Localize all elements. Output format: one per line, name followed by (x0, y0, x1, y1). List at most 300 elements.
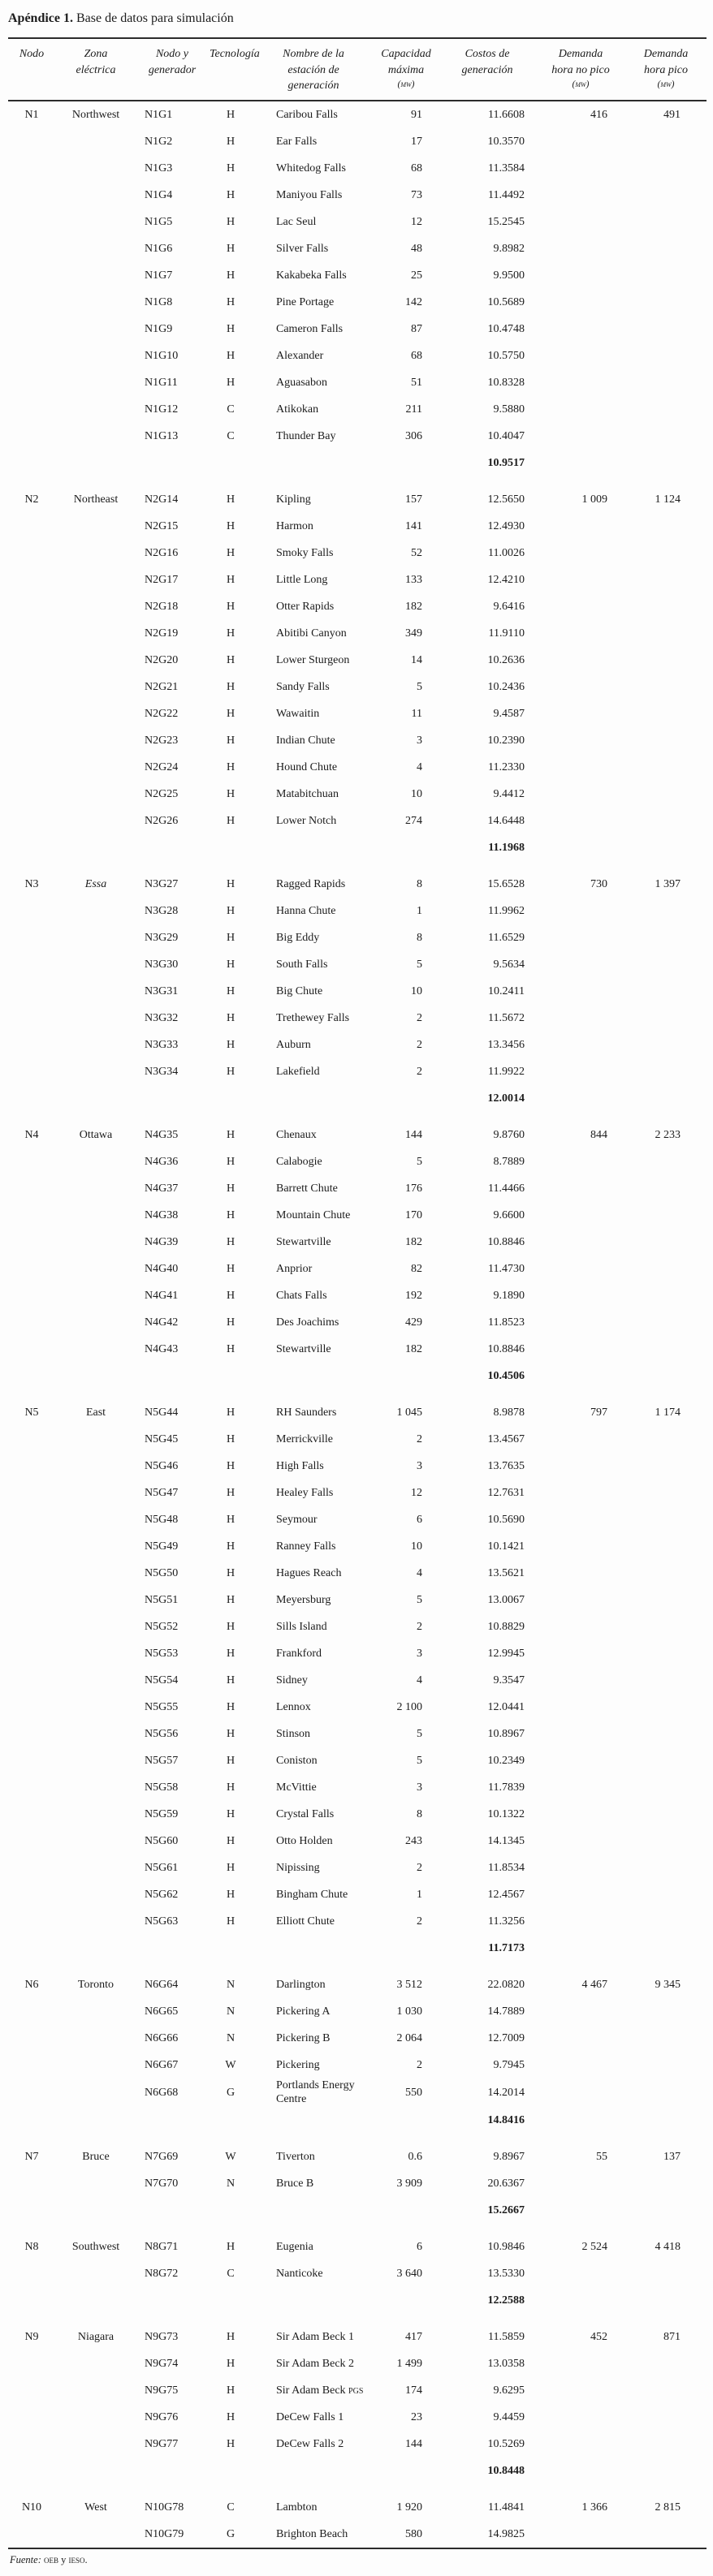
station-name-cell: Lambton (276, 2501, 318, 2514)
generator-row (8, 620, 707, 647)
node-id-cell (8, 951, 55, 978)
demand-peak-cell (625, 2377, 707, 2404)
demand-peak-cell (625, 1336, 707, 1363)
demand-offpeak-cell: 55 (596, 2150, 607, 2163)
empty-cell (625, 2107, 707, 2134)
demand-offpeak-cell (536, 1774, 625, 1801)
node-id-cell: N8 (24, 2240, 39, 2253)
column-header-line: Costos de (465, 48, 510, 60)
generator-id-cell: N5G50 (145, 1566, 179, 1579)
generator-id-cell: N5G56 (145, 1727, 179, 1740)
capacity-cell: 4 (417, 760, 422, 773)
generation-cost-cell: 10.1421 (487, 1540, 525, 1553)
node-id-cell (8, 1032, 55, 1058)
technology-cell: H (226, 493, 236, 506)
generation-cost-cell: 12.9945 (487, 1647, 525, 1660)
table-header (8, 38, 707, 101)
capacity-cell: 2 (417, 1432, 422, 1445)
demand-offpeak-cell (536, 674, 625, 700)
column-header-line: generación (461, 63, 513, 76)
empty-cell (253, 2458, 374, 2484)
demand-offpeak-cell (536, 235, 625, 262)
generation-cost-cell: 9.5634 (493, 958, 525, 971)
capacity-cell: 11 (411, 707, 422, 720)
demand-peak-cell (625, 423, 707, 450)
capacity-cell: 1 499 (396, 2357, 422, 2370)
generation-cost-cell: 14.2014 (487, 2086, 525, 2099)
technology-cell: N (226, 1978, 236, 1991)
station-name-cell: Pickering (276, 2058, 320, 2071)
zone-subtotal-row (8, 2107, 707, 2134)
column-header-line: máxima (387, 63, 425, 76)
station-name-cell: Pine Portage (276, 295, 335, 308)
generation-cost-cell: 13.4567 (487, 1432, 525, 1445)
demand-peak-cell (625, 808, 707, 834)
generation-cost-cell: 10.3570 (487, 135, 525, 148)
zone-average-cost-cell: 11.7173 (488, 1941, 525, 1954)
demand-peak-cell (625, 2431, 707, 2458)
node-id-cell (8, 1801, 55, 1828)
node-id-cell: N1 (24, 108, 39, 121)
demand-offpeak-cell (536, 1256, 625, 1282)
zone-cell (55, 2431, 136, 2458)
zone-cell (55, 647, 136, 674)
zone-cell (55, 1998, 136, 2025)
demand-offpeak-cell (536, 1005, 625, 1032)
column-header (625, 38, 707, 101)
capacity-cell: 87 (411, 322, 422, 335)
generator-id-cell: N5G45 (145, 1432, 179, 1445)
technology-cell: H (226, 1155, 236, 1168)
demand-offpeak-cell (536, 513, 625, 540)
column-header (8, 38, 55, 101)
zone-cell (55, 316, 136, 342)
station-name-cell: High Falls (276, 1459, 324, 1472)
empty-cell (136, 2107, 208, 2134)
node-id-cell: N3 (24, 877, 39, 890)
generator-id-cell: N7G69 (145, 2150, 179, 2163)
generator-id-cell: N6G64 (145, 1978, 179, 1991)
node-id-cell (8, 1998, 55, 2025)
generation-cost-cell: 12.4567 (487, 1888, 525, 1901)
generation-cost-cell: 14.9825 (487, 2527, 525, 2540)
zone-cell (55, 727, 136, 754)
technology-cell: H (226, 1262, 236, 1275)
station-name-cell: Alexander (276, 349, 324, 362)
zone-cell (55, 1560, 136, 1587)
node-id-cell (8, 1747, 55, 1774)
empty-cell (625, 1085, 707, 1112)
demand-offpeak-cell (536, 620, 625, 647)
zone-cell (55, 674, 136, 700)
empty-cell (536, 1363, 625, 1389)
capacity-cell: 4 (417, 1566, 422, 1579)
generation-cost-cell: 10.9846 (487, 2240, 525, 2253)
generator-row (8, 2052, 707, 2078)
demand-peak-cell (625, 1587, 707, 1613)
demand-offpeak-cell (536, 898, 625, 924)
zone-cell (55, 2078, 136, 2107)
demand-offpeak-cell (536, 566, 625, 593)
demand-offpeak-cell (536, 727, 625, 754)
column-header (208, 38, 260, 101)
capacity-cell: 349 (405, 627, 422, 640)
empty-cell (8, 1363, 55, 1389)
technology-cell: H (226, 931, 236, 944)
generator-row (8, 647, 707, 674)
node-id-cell (8, 2052, 55, 2078)
generator-id-cell: N4G38 (145, 1208, 179, 1221)
generator-id-cell: N1G2 (145, 135, 173, 148)
generator-row (8, 1560, 707, 1587)
generator-row (8, 1426, 707, 1453)
generator-row (8, 700, 707, 727)
generation-cost-cell: 9.3547 (493, 1674, 525, 1686)
station-name-cell: Des Joachims (276, 1316, 339, 1329)
capacity-cell: 91 (411, 108, 422, 121)
generation-cost-cell: 10.2411 (488, 984, 525, 997)
generator-row (8, 1506, 707, 1533)
demand-peak-cell (625, 513, 707, 540)
demand-offpeak-cell (536, 1667, 625, 1694)
demand-peak-cell (625, 1426, 707, 1453)
demand-offpeak-cell (536, 1747, 625, 1774)
empty-cell (136, 1363, 208, 1389)
station-name-cell: Merrickville (276, 1432, 333, 1445)
station-name-cell: Otter Rapids (276, 600, 335, 613)
zone-cell (55, 342, 136, 369)
node-id-cell (8, 1175, 55, 1202)
column-header (253, 38, 374, 101)
demand-offpeak-cell (536, 1828, 625, 1854)
generator-id-cell: N3G29 (145, 931, 179, 944)
technology-cell: H (226, 1566, 236, 1579)
technology-cell: H (226, 2240, 236, 2253)
capacity-cell: 5 (417, 1727, 422, 1740)
generation-cost-cell: 10.4047 (487, 429, 525, 442)
station-name-cell: Brighton Beach (276, 2527, 348, 2540)
generation-cost-cell: 13.7635 (487, 1459, 525, 1472)
generator-row (8, 1587, 707, 1613)
demand-peak-cell (625, 540, 707, 566)
zone-cell (55, 1640, 136, 1667)
demand-offpeak-cell: 416 (590, 108, 607, 121)
demand-peak-cell (625, 1175, 707, 1202)
generation-cost-cell: 14.1345 (487, 1834, 525, 1847)
demand-peak-cell (625, 1828, 707, 1854)
zone-cell (55, 808, 136, 834)
node-id-cell (8, 808, 55, 834)
node-id-cell (8, 1202, 55, 1229)
demand-offpeak-cell (536, 1881, 625, 1908)
node-id-cell (8, 1640, 55, 1667)
generator-id-cell: N4G35 (145, 1128, 179, 1141)
generator-row (8, 1256, 707, 1282)
generation-cost-cell: 11.7839 (488, 1781, 525, 1794)
generation-cost-cell: 9.8760 (493, 1128, 525, 1141)
station-name-cell: Healey Falls (276, 1486, 334, 1499)
station-name-cell: Lac Seul (276, 215, 317, 228)
generator-row (8, 2484, 707, 2521)
demand-peak-cell (625, 700, 707, 727)
technology-cell: H (226, 707, 236, 720)
zone-cell (55, 1148, 136, 1175)
generator-id-cell: N1G9 (145, 322, 173, 335)
generator-row (8, 423, 707, 450)
station-name-cell: Nanticoke (276, 2267, 323, 2280)
demand-offpeak-cell (536, 342, 625, 369)
capacity-cell: 2 (417, 1038, 422, 1051)
technology-cell: H (226, 1700, 236, 1713)
station-name-cell: Chenaux (276, 1128, 317, 1141)
technology-cell: H (226, 295, 236, 308)
generator-row (8, 101, 707, 128)
demand-offpeak-cell (536, 1854, 625, 1881)
generation-cost-cell: 12.7009 (487, 2031, 525, 2044)
zone-cell (55, 2170, 136, 2197)
generation-cost-cell: 11.4841 (488, 2501, 525, 2514)
generation-cost-cell: 12.7631 (487, 1486, 525, 1499)
capacity-cell: 176 (405, 1182, 422, 1195)
generation-cost-cell: 9.9500 (493, 269, 525, 282)
demand-peak-cell (625, 1148, 707, 1175)
demand-offpeak-cell (536, 209, 625, 235)
node-id-cell (8, 2260, 55, 2287)
source-acronym: oeb (44, 2553, 58, 2565)
generation-cost-cell: 10.5750 (487, 349, 525, 362)
generator-id-cell: N3G30 (145, 958, 179, 971)
station-name-cell: Darlington (276, 1978, 326, 1991)
demand-offpeak-cell (536, 2431, 625, 2458)
demand-offpeak-cell (536, 1613, 625, 1640)
demand-peak-cell (625, 647, 707, 674)
generator-id-cell: N5G57 (145, 1754, 179, 1767)
empty-cell (208, 2197, 253, 2224)
column-header-line: Nombre de la (283, 48, 344, 60)
generation-cost-cell: 13.0067 (487, 1593, 525, 1606)
demand-offpeak-cell: 730 (590, 877, 607, 890)
empty-cell (625, 1363, 707, 1389)
station-name-cell: Meyersburg (276, 1593, 331, 1606)
demand-offpeak-cell (536, 262, 625, 289)
generator-row (8, 1774, 707, 1801)
demand-offpeak-cell (536, 2404, 625, 2431)
station-name-cell: Pickering B (276, 2031, 331, 2044)
column-header-line: Nodo y (155, 48, 189, 60)
generation-cost-cell: 11.6529 (488, 931, 525, 944)
zone-cell (55, 1774, 136, 1801)
generator-row (8, 1747, 707, 1774)
technology-cell: N (226, 2031, 236, 2044)
generator-row (8, 754, 707, 781)
technology-cell: H (226, 2384, 236, 2397)
generator-id-cell: N1G7 (145, 269, 173, 282)
station-name-cell: Frankford (276, 1647, 322, 1660)
empty-cell (55, 1935, 136, 1962)
generator-id-cell: N5G48 (145, 1513, 179, 1526)
demand-offpeak-cell (536, 647, 625, 674)
station-name-cell: Hound Chute (276, 760, 338, 773)
generator-id-cell: N3G34 (145, 1065, 179, 1078)
empty-cell (8, 2458, 55, 2484)
empty-cell (625, 834, 707, 861)
station-name-cell: Atikokan (276, 403, 319, 416)
generator-id-cell: N2G20 (145, 653, 179, 666)
generator-id-cell: N4G36 (145, 1155, 179, 1168)
generator-row (8, 861, 707, 898)
node-id-cell (8, 155, 55, 182)
generator-row (8, 2404, 707, 2431)
station-name-cell: Barrett Chute (276, 1182, 338, 1195)
node-id-cell (8, 1587, 55, 1613)
demand-offpeak-cell (536, 1694, 625, 1721)
demand-offpeak-cell (536, 1282, 625, 1309)
demand-peak-cell (625, 289, 707, 316)
technology-cell: N (226, 2005, 236, 2018)
station-name-cell: Ragged Rapids (276, 877, 346, 890)
zone-cell (55, 620, 136, 647)
technology-cell: H (226, 2410, 236, 2423)
generation-cost-cell: 9.6295 (493, 2384, 525, 2397)
generator-id-cell: N10G78 (145, 2501, 184, 2514)
column-header-line: Capacidad (381, 48, 431, 60)
column-header (136, 38, 208, 101)
technology-cell: H (226, 1406, 236, 1419)
empty-cell (55, 2197, 136, 2224)
generator-id-cell: N5G54 (145, 1674, 179, 1686)
capacity-cell: 10 (411, 1540, 422, 1553)
generation-cost-cell: 11.8523 (488, 1316, 525, 1329)
zone-subtotal-row (8, 1085, 707, 1112)
capacity-cell: 192 (405, 1289, 422, 1302)
generation-cost-cell: 11.3256 (488, 1915, 525, 1928)
zone-cell (55, 2025, 136, 2052)
demand-offpeak-cell (536, 2521, 625, 2548)
generator-id-cell: N2G21 (145, 680, 179, 693)
zone-subtotal-row (8, 2197, 707, 2224)
empty-cell (55, 2107, 136, 2134)
empty-cell (374, 1935, 439, 1962)
zone-cell (55, 1480, 136, 1506)
node-id-cell (8, 1881, 55, 1908)
generator-id-cell: N1G1 (145, 108, 173, 121)
zone-average-cost-cell: 11.1968 (488, 841, 525, 854)
demand-peak-cell (625, 1533, 707, 1560)
generation-cost-cell: 9.1890 (493, 1289, 525, 1302)
technology-cell: H (226, 135, 236, 148)
demand-offpeak-cell (536, 2350, 625, 2377)
node-id-cell (8, 700, 55, 727)
technology-cell: H (226, 188, 236, 201)
generation-cost-cell: 11.9962 (488, 904, 525, 917)
node-id-cell (8, 2521, 55, 2548)
node-id-cell (8, 1426, 55, 1453)
demand-peak-cell (625, 1801, 707, 1828)
table-header-row (8, 38, 707, 101)
generation-cost-cell: 12.4210 (487, 573, 525, 586)
empty-cell (136, 2287, 208, 2314)
demand-offpeak-cell (536, 396, 625, 423)
station-name-cell: Sir Adam Beck 1 (276, 2330, 355, 2343)
demand-peak-cell: 491 (663, 108, 681, 121)
capacity-cell: 182 (405, 1235, 422, 1248)
empty-cell (374, 2287, 439, 2314)
node-id-cell (8, 674, 55, 700)
station-name-cell: Chats Falls (276, 1289, 327, 1302)
generator-row (8, 727, 707, 754)
zone-cell (55, 754, 136, 781)
node-id-cell: N5 (24, 1406, 39, 1419)
generator-id-cell: N5G46 (145, 1459, 179, 1472)
capacity-cell: 580 (405, 2527, 422, 2540)
demand-offpeak-cell (536, 1640, 625, 1667)
zone-cell (55, 781, 136, 808)
technology-cell: H (226, 573, 236, 586)
station-name-cell: Hanna Chute (276, 904, 336, 917)
station-name-cell: Smoky Falls (276, 546, 334, 559)
capacity-cell: 182 (405, 600, 422, 613)
technology-cell: H (226, 1754, 236, 1767)
zone-cell (55, 155, 136, 182)
demand-peak-cell: 1 124 (655, 493, 681, 506)
generation-cost-cell: 10.1322 (487, 1807, 525, 1820)
station-name-cell: Auburn (276, 1038, 311, 1051)
technology-cell: H (226, 1342, 236, 1355)
station-name-cell: Harmon (276, 519, 313, 532)
column-header (536, 38, 625, 101)
node-id-cell (8, 2431, 55, 2458)
technology-cell: H (226, 1208, 236, 1221)
technology-cell: H (226, 2330, 236, 2343)
generator-row (8, 182, 707, 209)
empty-cell (208, 2458, 253, 2484)
generation-cost-cell: 12.0441 (487, 1700, 525, 1713)
zone-cell (55, 924, 136, 951)
technology-cell: H (226, 1540, 236, 1553)
generator-row (8, 1480, 707, 1506)
technology-cell: H (226, 1727, 236, 1740)
node-id-cell (8, 1256, 55, 1282)
capacity-cell: 0.6 (408, 2150, 422, 2163)
zone-cell (55, 951, 136, 978)
demand-offpeak-cell (536, 1721, 625, 1747)
demand-peak-cell (625, 781, 707, 808)
simulation-database-table (8, 37, 707, 2549)
demand-offpeak-cell (536, 593, 625, 620)
node-id-cell (8, 513, 55, 540)
demand-offpeak-cell (536, 1453, 625, 1480)
node-id-cell (8, 727, 55, 754)
generator-id-cell: N6G66 (145, 2031, 179, 2044)
station-name-cell: Wawaitin (276, 707, 320, 720)
capacity-cell: 2 (417, 1915, 422, 1928)
zone-cell (55, 182, 136, 209)
empty-cell (8, 1935, 55, 1962)
node-id-cell (8, 620, 55, 647)
technology-cell: H (226, 1861, 236, 1874)
node-id-cell (8, 1774, 55, 1801)
empty-cell (253, 834, 374, 861)
technology-cell: H (226, 1593, 236, 1606)
node-id-cell (8, 1560, 55, 1587)
node-id-cell (8, 566, 55, 593)
station-name-cell: Lennox (276, 1700, 311, 1713)
technology-cell: H (226, 760, 236, 773)
generator-id-cell: N4G37 (145, 1182, 179, 1195)
station-name-cell: Kakabeka Falls (276, 269, 347, 282)
generation-cost-cell: 9.6600 (493, 1208, 525, 1221)
generator-id-cell: N2G23 (145, 734, 179, 747)
